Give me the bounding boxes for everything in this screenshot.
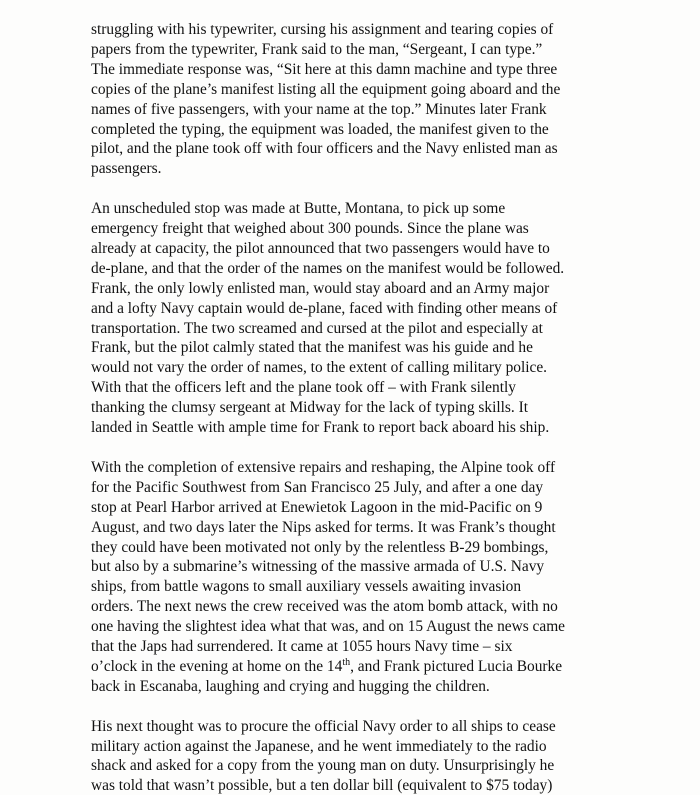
text-line: Frank, but the pilot calmly stated that the manifest was his guide and he xyxy=(91,339,533,357)
text-line: struggling with his typewriter, cursing his assignment and tearing copies of xyxy=(91,21,554,38)
text-line: stop at Pearl Harbor arrived at Enewietok Lagoon in the mid-Pacific on 9 xyxy=(91,498,543,516)
text-line: The immediate response was, “Sit here at this damn machine and type three xyxy=(91,60,558,78)
text-line: that the Japs had surrendered. It came at 1055 hours Navy time – six xyxy=(91,638,513,656)
paragraph-3 xyxy=(91,458,680,697)
text-line-with-superscript xyxy=(91,657,680,677)
text-line: papers from the typewriter, Frank said to the man, “Sergeant, I can type.” xyxy=(91,40,543,58)
text-line: pilot, and the plane took off with four officers and the Navy enlisted man as xyxy=(91,140,558,158)
text-line: With that the officers left and the plane took off – with Frank silently xyxy=(91,379,516,397)
text-line: completed the typing, the equipment was loaded, the manifest given to the xyxy=(91,120,549,138)
text-line: An unscheduled stop was made at Butte, Montana, to pick up some xyxy=(91,200,506,218)
text-line: but also by a submarine’s witnessing of the massive armada of U.S. Navy xyxy=(91,558,545,576)
text-line: de-plane, and that the order of the names on the manifest would be followed. xyxy=(91,259,565,277)
text-line: ships, from battle wagons to small auxiliary vessels awaiting invasion xyxy=(91,578,522,596)
text-line: names of five passengers, with your name at the top.” Minutes later Frank xyxy=(91,100,547,118)
text-segment: o’clock in the evening at home on the 14 xyxy=(91,657,343,675)
text-line: thanking the clumsy sergeant at Midway for the lack of typing skills. It xyxy=(91,399,528,417)
text-line: one having the slightest idea what that was, and on 15 August the news came xyxy=(91,618,566,636)
ordinal-superscript: th xyxy=(342,656,351,668)
text-line: Frank, the only lowly enlisted man, would stay aboard and an Army major xyxy=(91,279,550,297)
text-line: copies of the plane’s manifest listing all the equipment going aboard and the xyxy=(91,80,561,98)
text-line: shack and asked for a copy from the young man on duty. Unsurprisingly he xyxy=(91,757,555,775)
text-line: With the completion of extensive repairs and reshaping, the Alpine took off xyxy=(91,458,556,476)
text-line: His next thought was to procure the official Navy order to all ships to cease xyxy=(91,717,556,735)
text-line: passengers. xyxy=(91,160,162,178)
text-line: transportation. The two screamed and cursed at the pilot and especially at xyxy=(91,319,543,337)
text-line: emergency freight that weighed about 300 pounds. Since the plane was xyxy=(91,220,529,238)
text-line: for the Pacific Southwest from San Francisco 25 July, and after a one day xyxy=(91,478,544,496)
text-line: would not vary the order of names, to the extent of calling military police. xyxy=(91,359,548,377)
text-line: back in Escanaba, laughing and crying and hugging the children. xyxy=(91,677,490,695)
paragraph-4 xyxy=(91,717,680,795)
text-line: August, and two days later the Nips asked for terms. It was Frank’s thought xyxy=(91,518,556,536)
text-line: orders. The next news the crew received was the atom bomb attack, with no xyxy=(91,598,558,616)
text-line: landed in Seattle with ample time for Frank to report back aboard his ship. xyxy=(91,419,550,437)
text-segment: , and Frank pictured Lucia Bourke xyxy=(350,657,563,675)
paragraph-2 xyxy=(91,199,680,438)
paragraph-1 xyxy=(91,20,680,179)
text-line: already at capacity, the pilot announced that two passengers would have to xyxy=(91,239,550,257)
text-line: they could have been motivated not only by the relentless B-29 bombings, xyxy=(91,538,549,556)
text-line: was told that wasn’t possible, but a ten dollar bill (equivalent to $75 today) xyxy=(91,777,553,795)
text-line: and a lofty Navy captain would de-plane, faced with finding other means of xyxy=(91,299,558,317)
text-line: military action against the Japanese, and he went immediately to the radio xyxy=(91,737,547,755)
